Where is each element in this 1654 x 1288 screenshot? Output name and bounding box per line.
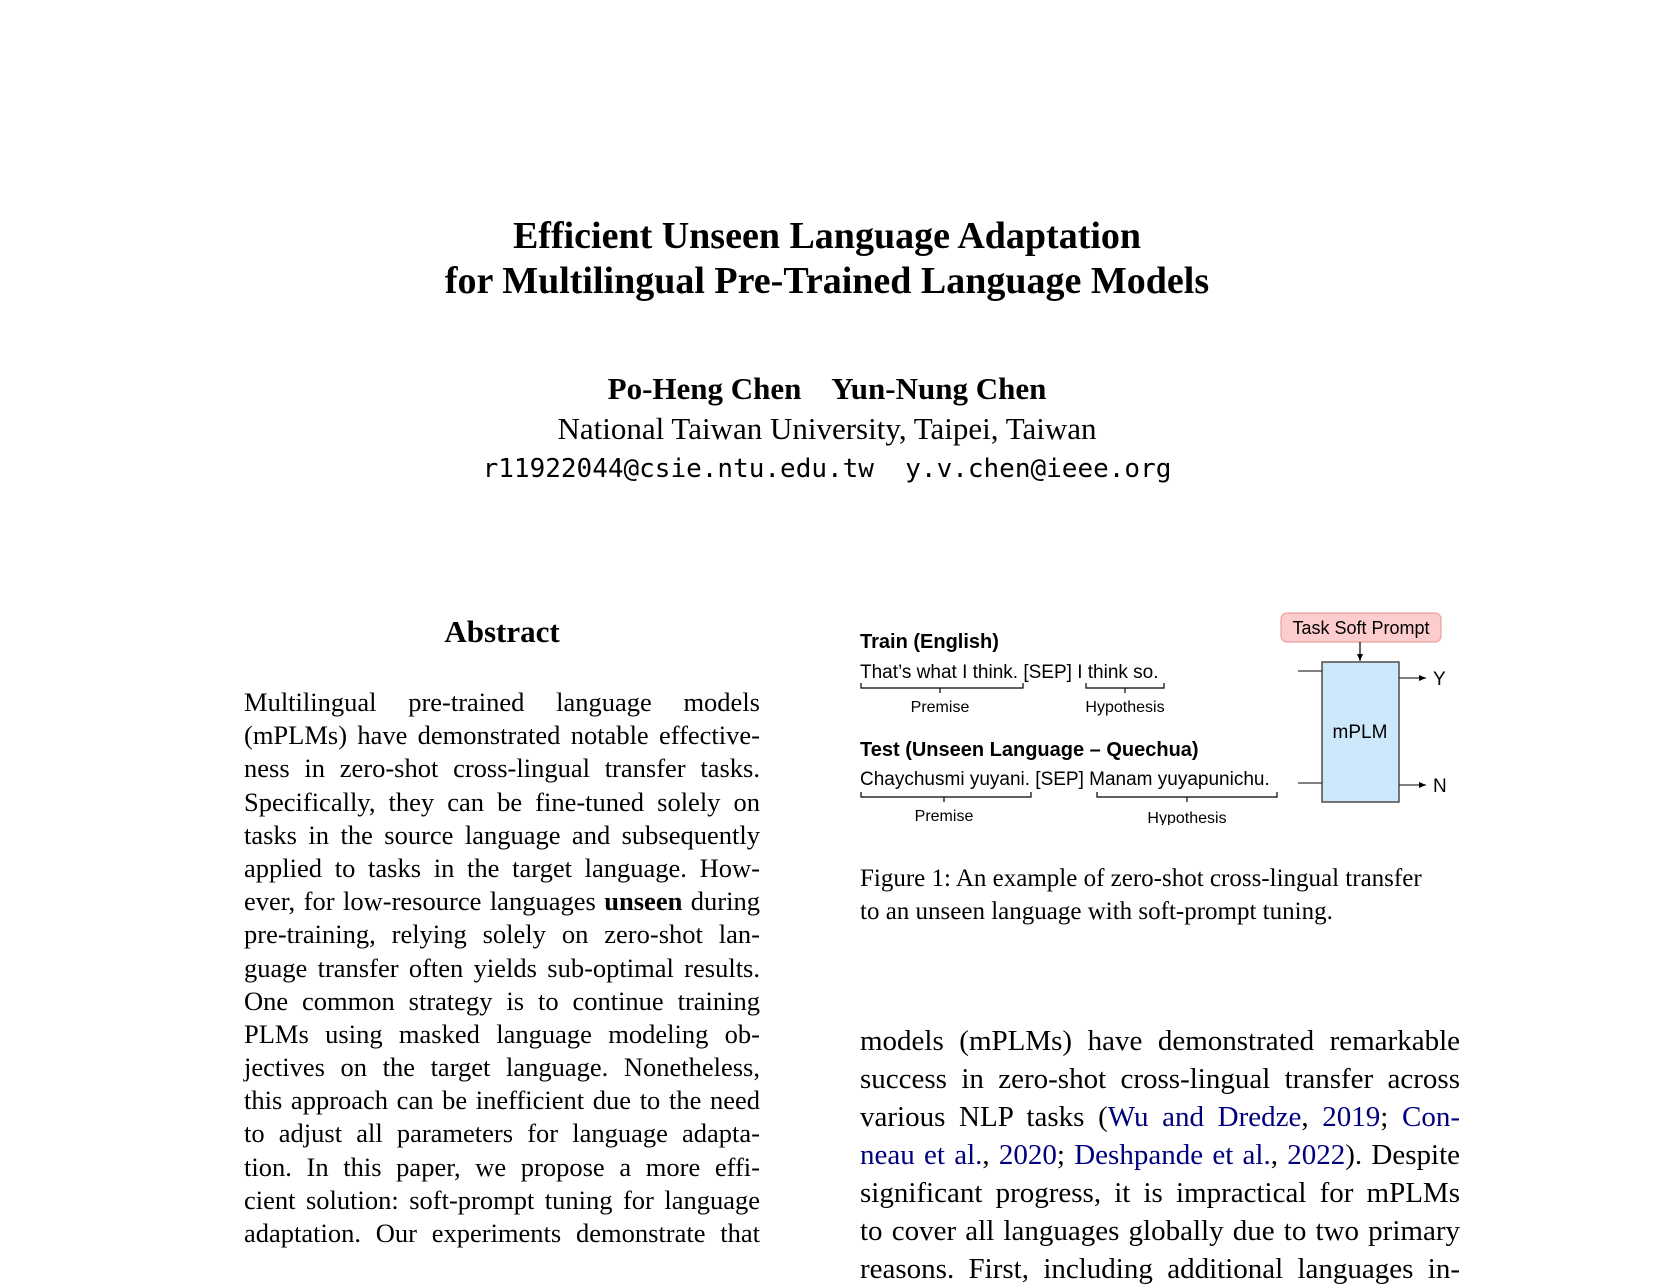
test-premise-brace: [861, 792, 1031, 802]
test-hypothesis-label: Hypothesis: [1147, 810, 1227, 825]
output-yes-label: Y: [1433, 669, 1446, 690]
abstract-line: adaptation. Our experiments demonstrate that: [244, 1218, 760, 1248]
mplm-label: mPLM: [1332, 722, 1388, 743]
train-premise-brace: [861, 683, 1023, 693]
abstract-line: tion. In this paper, we propose a more effi-: [244, 1151, 760, 1182]
citation-link[interactable]: 2022: [1287, 1139, 1346, 1171]
authors: Po-Heng Chen Yun-Nung Chen: [607, 371, 1047, 406]
abstract-line: guage transfer often yields sub-optimal results.: [244, 952, 760, 983]
abstract-body: [244, 686, 760, 1250]
test-premise-label: Premise: [914, 808, 974, 825]
title-line-1: Efficient Unseen Language Adaptation: [512, 215, 1142, 257]
citation-link[interactable]: Con-: [1402, 1101, 1461, 1133]
emphasis-unseen: unseen: [604, 886, 683, 917]
citation-link[interactable]: neau et al.: [860, 1139, 983, 1171]
test-sep-token: [SEP]: [1035, 769, 1090, 790]
train-sentence: [860, 662, 1159, 683]
body-text: various NLP tasks (: [860, 1101, 1108, 1133]
body-text: ,: [982, 1139, 999, 1171]
train-hypothesis-label: Hypothesis: [1085, 699, 1165, 716]
body-text: ;: [1056, 1139, 1075, 1171]
abstract-line: Multilingual pre-trained language models: [244, 687, 760, 717]
body-line: [860, 1060, 1460, 1098]
body-text: models (mPLMs) have demonstrated remarkable: [860, 1025, 1460, 1057]
abstract-line: applied to tasks in the target language. How-: [244, 852, 760, 883]
abstract-line: (mPLMs) have demonstrated notable effective-: [244, 720, 760, 751]
intro-body-text: [860, 1022, 1460, 1288]
body-line: [860, 1098, 1460, 1136]
abstract-line: to adjust all parameters for language adapta-: [244, 1118, 760, 1149]
body-text: success in zero-shot cross-lingual transfer across: [860, 1063, 1460, 1095]
train-sep-token: [SEP]: [1023, 662, 1078, 683]
author-emails: r11922044@csie.ntu.edu.tw y.v.chen@ieee.org: [482, 454, 1172, 484]
test-premise: Chaychusmi yuyani.: [860, 769, 1036, 790]
abstract-line: PLMs using masked language modeling ob-: [244, 1018, 760, 1049]
body-line: [860, 1022, 1460, 1060]
train-premise-label: Premise: [910, 699, 970, 716]
task-soft-prompt-label: Task Soft Prompt: [1292, 618, 1430, 638]
test-hypothesis: Manam yuyapunichu.: [1089, 769, 1270, 790]
abstract-text: during: [682, 886, 760, 917]
body-text: ,: [1301, 1101, 1323, 1133]
abstract-line: pre-training, relying solely on zero-shot lan-: [244, 919, 760, 950]
body-text: to cover all languages globally due to two primary: [860, 1215, 1460, 1247]
paper-title: [0, 214, 1654, 304]
body-text: reasons. First, including additional languages in-: [860, 1253, 1460, 1285]
body-line: [860, 1212, 1460, 1250]
body-line: [860, 1250, 1460, 1288]
caption-line: to an unseen language with soft-prompt tuning.: [860, 898, 1333, 925]
body-text: ;: [1380, 1101, 1403, 1133]
body-line: [860, 1136, 1460, 1174]
test-sentence: [860, 769, 1270, 790]
train-heading: Train (English): [860, 631, 999, 653]
abstract-line: ness in zero-shot cross-lingual transfer tasks.: [244, 753, 760, 784]
citation-link[interactable]: Deshpande et al.: [1074, 1139, 1271, 1171]
body-text: ,: [1270, 1139, 1288, 1171]
body-text: ). Despite: [1345, 1139, 1460, 1171]
train-hypothesis: I think so.: [1077, 662, 1159, 683]
citation-link[interactable]: Wu and Dredze: [1107, 1101, 1302, 1133]
abstract-line: [244, 885, 760, 918]
title-line-2: for Multilingual Pre-Trained Language Models: [444, 260, 1210, 302]
figure-caption: [860, 862, 1460, 928]
affiliation: National Taiwan University, Taipei, Taiwan: [557, 411, 1097, 446]
train-premise: That’s what I think.: [860, 662, 1024, 683]
abstract-line: tasks in the source language and subsequently: [244, 819, 760, 850]
abstract-line: Specifically, they can be fine-tuned solely on: [244, 786, 760, 817]
abstract-line: this approach can be inefficient due to the need: [244, 1085, 760, 1116]
output-no-label: N: [1433, 776, 1447, 797]
abstract-line: jectives on the target language. Nonetheless,: [244, 1052, 760, 1083]
abstract-line: One common strategy is to continue training: [244, 985, 760, 1016]
citation-link[interactable]: 2020: [998, 1139, 1057, 1171]
abstract-heading: Abstract: [444, 614, 560, 649]
abstract-text: ever, for low-resource languages: [244, 886, 605, 917]
test-hypothesis-brace: [1097, 792, 1277, 802]
train-hypothesis-brace: [1086, 683, 1164, 693]
body-text: significant progress, it is impractical for mPLMs: [860, 1177, 1460, 1209]
body-line: [860, 1174, 1460, 1212]
figure-1-diagram: [856, 605, 1460, 825]
citation-link[interactable]: 2019: [1322, 1101, 1381, 1133]
abstract-line: cient solution: soft-prompt tuning for language: [244, 1184, 760, 1215]
test-heading: Test (Unseen Language – Quechua): [860, 739, 1199, 761]
caption-line: Figure 1: An example of zero-shot cross-lingual transfer: [860, 865, 1422, 892]
